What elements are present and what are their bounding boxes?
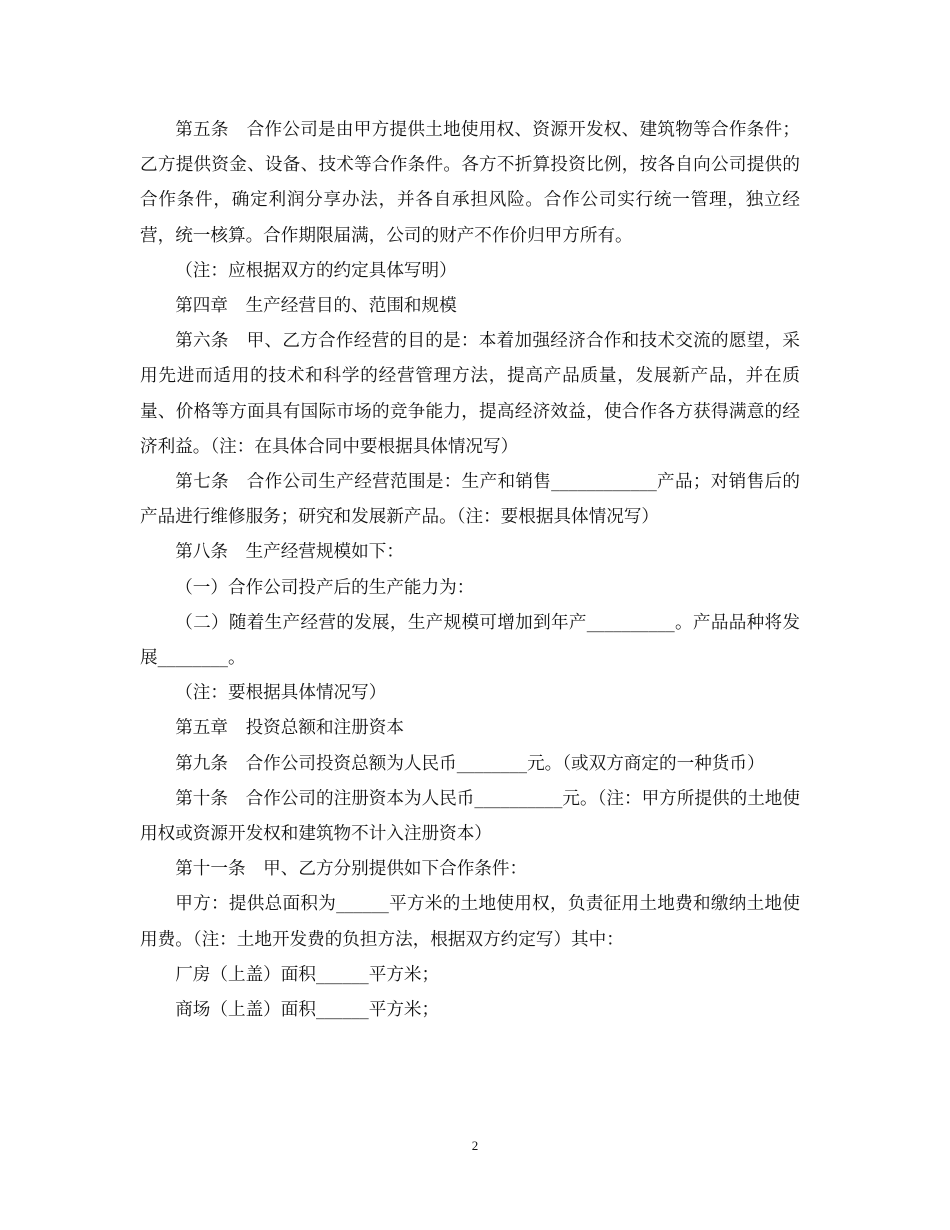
paragraph-mall-area: 商场（上盖）面积______平方米； xyxy=(175,1000,440,1021)
paragraph-factory-area: 厂房（上盖）面积______平方米； xyxy=(175,964,440,985)
paragraph-article-9: 第九条 合作公司投资总额为人民币________元。（或双方商定的一种货币） xyxy=(175,753,765,774)
paragraph-note-2: （注：要根据具体情况写） xyxy=(175,683,387,704)
paragraph-item-1: （一）合作公司投产后的生产能力为： xyxy=(175,577,475,598)
chapter-heading-5: 第五章 投资总额和注册资本 xyxy=(175,718,404,739)
paragraph-article-7: 第七条 合作公司生产经营范围是：生产和销售____________产品；对销售后的产品进行维修服务；研究和发展新产品。（注：要根据具体情况写） xyxy=(140,472,800,528)
paragraph-article-5: 第五条 合作公司是由甲方提供土地使用权、资源开发权、建筑物等合作条件；乙方提供资金、设备、技术等合作条件。各方不折算投资比例，按各自向公司提供的合作条件，确定利润分享办法，并各自承担风险。合作公司实行统一管理，独立经营，统一核算。合作期限届满，公司的财产不作价归甲方所有。 xyxy=(140,120,800,246)
page-number: 2 xyxy=(471,1138,479,1153)
document-body xyxy=(140,113,800,1028)
chapter-heading-4: 第四章 生产经营目的、范围和规模 xyxy=(175,296,457,317)
paragraph-article-6: 第六条 甲、乙方合作经营的目的是：本着加强经济合作和技术交流的愿望，采用先进而适用的技术和科学的经营管理方法，提高产品质量，发展新产品，并在质量、价格等方面具有国际市场的竞争能力，提高经济效益，使合作各方获得满意的经济利益。（注：在具体合同中要根据具体情况写） xyxy=(140,331,800,457)
paragraph-article-11: 第十一条 甲、乙方分别提供如下合作条件： xyxy=(175,859,528,880)
paragraph-article-10: 第十条 合作公司的注册资本为人民币__________元。（注：甲方所提供的土地使用权或资源开发权和建筑物不计入注册资本） xyxy=(140,788,800,845)
paragraph-note-1: （注：应根据双方的约定具体写明） xyxy=(175,260,457,281)
paragraph-item-2: （二）随着生产经营的发展，生产规模可增加到年产__________。产品品种将发展________。 xyxy=(140,612,800,669)
paragraph-party-a: 甲方：提供总面积为______平方米的土地使用权，负责征用土地费和缴纳土地使用费。（注：土地开发费的负担方法，根据双方约定写）其中： xyxy=(140,894,800,950)
paragraph-article-8: 第八条 生产经营规模如下： xyxy=(175,542,404,563)
